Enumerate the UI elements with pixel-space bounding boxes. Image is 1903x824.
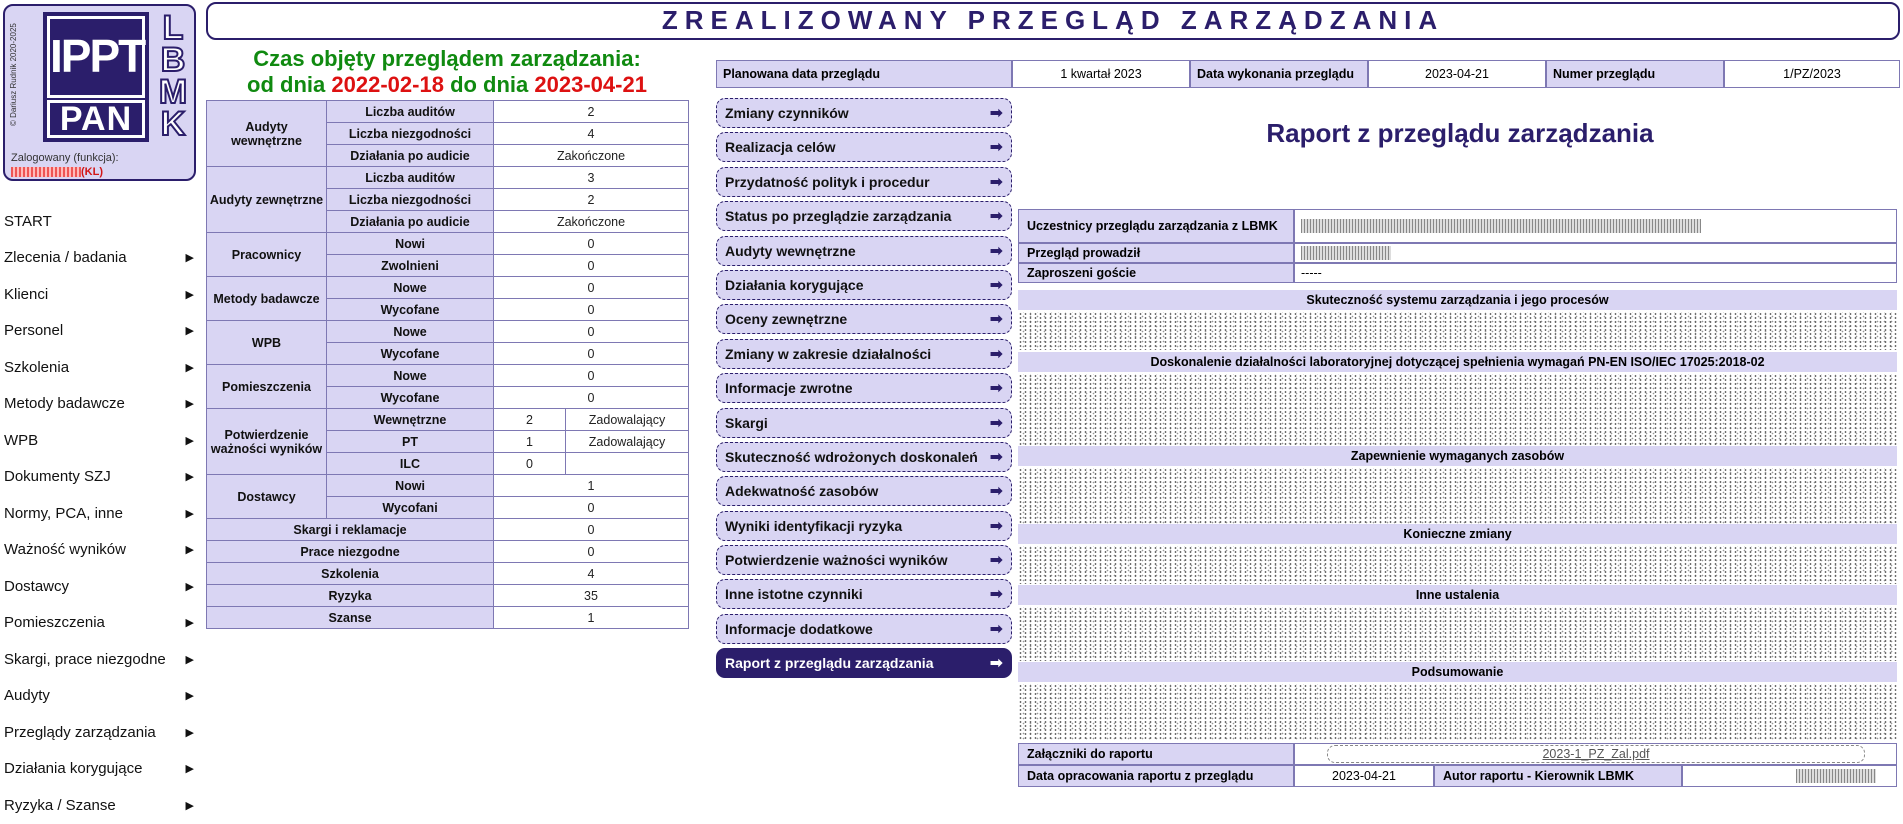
section-button[interactable] [716,545,1012,575]
row-value: 4 [494,563,689,585]
group-label: Potwierdzenie ważności wyników [207,409,327,475]
section-button[interactable] [716,614,1012,644]
planned-date-label: Planowana data przeglądu [716,60,1012,88]
section-changes-header: Konieczne zmiany [1018,524,1897,544]
row-value: 1 [494,475,689,497]
row-value: 0 [494,299,689,321]
menu-item-label: Działania korygujące [4,760,143,778]
row-label: Liczba niezgodności [327,123,494,145]
section-other-findings-header: Inne ustalenia [1018,585,1897,605]
table-row [207,607,689,629]
chevron-right-icon: ▶ [185,763,194,776]
section-button-label: Wyniki identyfikacji ryzyka [725,517,903,534]
menu-item-pomieszczenia[interactable] [0,605,200,642]
report-date-value: 2023-04-21 [1294,765,1434,787]
section-button-label: Informacje zwrotne [725,380,853,397]
row-value: 0 [494,233,689,255]
section-button-label: Audyty wewnętrzne [725,242,856,259]
table-row [207,167,689,189]
chevron-right-icon: ▶ [185,617,194,630]
arrow-right-icon: ➡ [989,655,1003,673]
redacted-resources-text [1018,468,1897,524]
group-label: Audyty wewnętrzne [207,101,327,167]
period-caption: Czas objęty przeglądem zarządzania: [253,46,641,71]
chevron-right-icon: ▶ [185,690,194,703]
section-button[interactable] [716,339,1012,369]
chevron-right-icon: ▶ [185,398,194,411]
section-button-label: Realizacja celów [725,139,836,156]
row-value: 0 [494,365,689,387]
participants-label: Uczestnicy przeglądu zarządzania z LBMK [1018,209,1294,243]
group-label: Audyty zewnętrzne [207,167,327,233]
row-value: 0 [494,321,689,343]
table-row [207,321,689,343]
table-row [207,563,689,585]
section-button[interactable] [716,270,1012,300]
row-assessment: Zadowalający [566,409,689,431]
planned-date-value: 1 kwartał 2023 [1012,60,1190,88]
row-label: Szanse [207,607,494,629]
ippt-pan-logo [43,12,149,142]
row-label: Szkolenia [207,563,494,585]
row-value: 0 [494,497,689,519]
redacted-improvement-text [1018,374,1897,448]
row-label: Nowe [327,277,494,299]
menu-item-label: Audyty [4,687,50,705]
arrow-right-icon: ➡ [989,276,1003,294]
arrow-right-icon: ➡ [989,517,1003,535]
row-label: Ryzyka [207,585,494,607]
table-row [207,409,689,431]
row-value: 0 [494,277,689,299]
conducted-by-value [1294,243,1897,263]
chevron-right-icon: ▶ [185,544,194,557]
chevron-right-icon: ▶ [185,799,194,812]
group-label: Dostawcy [207,475,327,519]
arrow-right-icon: ➡ [989,552,1003,570]
section-button-label: Informacje dodatkowe [725,620,873,637]
section-button[interactable] [716,98,1012,128]
row-value: 1 [494,431,566,453]
section-button[interactable] [716,167,1012,197]
menu-item-label: Klienci [4,285,49,303]
row-value: 0 [494,387,689,409]
menu-item-personel[interactable] [0,313,200,350]
period-to: 2023-04-21 [534,72,647,97]
section-button[interactable] [716,476,1012,506]
period-from: 2022-02-18 [331,72,444,97]
review-stats-table [206,100,689,629]
chevron-right-icon: ▶ [185,361,194,374]
redacted-conductor [1301,246,1391,260]
section-button-label: Potwierdzenie ważności wyników [725,552,948,569]
row-label: Prace niezgodne [207,541,494,563]
row-label: Wycofane [327,343,494,365]
section-button-label: Przydatność polityk i procedur [725,173,930,190]
logo-pan-text: PAN [47,100,145,138]
chevron-right-icon: ▶ [185,434,194,447]
guests-value: ----- [1294,263,1897,283]
arrow-right-icon: ➡ [989,139,1003,157]
row-assessment: Zadowalający [566,431,689,453]
section-button[interactable] [716,442,1012,472]
section-button-label: Skuteczność wdrożonych doskonaleń [725,448,978,465]
redacted-username [11,167,81,177]
chevron-right-icon: ▶ [185,325,194,338]
chevron-right-icon: ▶ [185,726,194,739]
arrow-right-icon: ➡ [989,620,1003,638]
review-number-value: 1/PZ/2023 [1724,60,1900,88]
row-value: Zakończone [494,145,689,167]
menu-item-ważność-wyników[interactable] [0,532,200,569]
menu-item-label: Przeglądy zarządzania [4,723,156,741]
row-value: 2 [494,189,689,211]
row-value: 0 [494,255,689,277]
redacted-changes-text [1018,546,1897,584]
copyright-text: © Dariusz Rudnik 2020-2025 [9,23,18,126]
lbmk-logo: L B M K [158,9,188,143]
menu-item-audyty[interactable] [0,678,200,715]
menu-item-label: Zlecenia / badania [4,249,127,267]
period-middle: do dnia [450,72,529,97]
arrow-right-icon: ➡ [989,345,1003,363]
row-value: 4 [494,123,689,145]
row-label: Zwolnieni [327,255,494,277]
menu-item-label: Metody badawcze [4,395,125,413]
menu-item-skargi-prace-niezgodne[interactable] [0,641,200,678]
row-value: 1 [494,607,689,629]
done-date-label: Data wykonania przeglądu [1190,60,1368,88]
menu-item-działania-korygujące[interactable] [0,751,200,788]
row-label: Liczba niezgodności [327,189,494,211]
participants-value [1294,209,1897,243]
section-button-label: Zmiany w zakresie działalności [725,345,932,362]
section-button[interactable] [716,373,1012,403]
conducted-by-label: Przegląd prowadził [1018,243,1294,263]
section-button[interactable] [716,201,1012,231]
row-value: 0 [494,519,689,541]
chevron-right-icon: ▶ [185,471,194,484]
table-row [207,475,689,497]
row-value: 0 [494,343,689,365]
menu-item-label: START [4,212,52,230]
menu-item-start[interactable] [0,203,200,240]
arrow-right-icon: ➡ [989,483,1003,501]
report-title: Raport z przeglądu zarządzania [1266,118,1654,148]
attachment-link[interactable]: 2023-1_PZ_Zal.pdf [1327,745,1865,763]
menu-item-zlecenia-badania[interactable] [0,240,200,277]
redacted-participants [1301,219,1701,233]
logo-ippt-text: IPPT [47,16,145,98]
row-value: 35 [494,585,689,607]
menu-item-label: Dostawcy [4,577,70,595]
menu-item-label: Skargi, prace niezgodne [4,650,166,668]
menu-item-ryzyka-szanse[interactable] [0,787,200,824]
redacted-author [1796,769,1876,783]
done-date-value: 2023-04-21 [1368,60,1546,88]
row-label: Liczba auditów [327,167,494,189]
section-resources-header: Zapewnienie wymaganych zasobów [1018,446,1897,466]
row-value: 3 [494,167,689,189]
table-row [207,233,689,255]
section-effectiveness-header: Skuteczność systemu zarządzania i jego procesów [1018,290,1897,310]
menu-item-label: Ryzyka / Szanse [4,796,116,814]
arrow-right-icon: ➡ [989,173,1003,191]
user-role: (KL) [81,166,103,178]
menu-item-dostawcy[interactable] [0,568,200,605]
chevron-right-icon: ▶ [185,252,194,265]
section-button-label: Status po przeglądzie zarządzania [725,208,952,225]
group-label: Pomieszczenia [207,365,327,409]
report-date-label: Data opracowania raportu z przeglądu [1018,765,1294,787]
section-button-label: Zmiany czynników [725,105,849,121]
logged-user-label: Zalogowany (funkcja): [11,152,119,164]
menu-item-label: Szkolenia [4,358,70,376]
arrow-right-icon: ➡ [989,586,1003,604]
menu-item-wpb[interactable] [0,422,200,459]
row-value: Zakończone [494,211,689,233]
guests-label: Zaproszeni goście [1018,263,1294,283]
menu-item-metody-badawcze[interactable] [0,386,200,423]
row-label: Wycofani [327,497,494,519]
page-title: ZREALIZOWANY PRZEGLĄD ZARZĄDZANIA [206,2,1900,40]
row-label: Wewnętrzne [327,409,494,431]
period-range [206,72,688,98]
section-button[interactable] [716,132,1012,162]
review-period [206,46,688,98]
table-row [207,101,689,123]
menu-item-klienci[interactable] [0,276,200,313]
group-label: Pracownicy [207,233,327,277]
section-button[interactable] [716,304,1012,334]
logged-user-name [11,166,103,178]
redacted-effectiveness-text [1018,312,1897,350]
review-number-label: Numer przeglądu [1546,60,1724,88]
table-row [207,365,689,387]
arrow-right-icon: ➡ [989,208,1003,226]
menu-item-szkolenia[interactable] [0,349,200,386]
section-button[interactable] [716,408,1012,438]
row-label: ILC [327,453,494,475]
section-button[interactable] [716,579,1012,609]
arrow-right-icon: ➡ [989,311,1003,329]
section-button-label: Oceny zewnętrzne [725,311,848,328]
report-author-label: Autor raportu - Kierownik LBMK [1434,765,1682,787]
chevron-right-icon: ▶ [185,580,194,593]
row-label: Wycofane [327,299,494,321]
chevron-right-icon: ▶ [185,507,194,520]
menu-item-przeglądy-zarządzania[interactable] [0,714,200,751]
arrow-right-icon: ➡ [989,448,1003,466]
menu-item-label: Dokumenty SZJ [4,468,111,486]
table-row [207,585,689,607]
row-label: Nowi [327,475,494,497]
chevron-right-icon: ▶ [185,653,194,666]
menu-item-label: Pomieszczenia [4,614,105,632]
menu-item-label: Personel [4,322,64,340]
menu-item-dokumenty-szj[interactable] [0,459,200,496]
arrow-right-icon: ➡ [989,414,1003,432]
row-label: Nowe [327,321,494,343]
section-button-label: Raport z przeglądu zarządzania [725,655,934,672]
section-button[interactable] [716,511,1012,541]
section-button[interactable] [716,648,1012,678]
left-menu [0,203,200,824]
table-row [207,541,689,563]
section-improvement-header: Doskonalenie działalności laboratoryjnej dotyczącej spełnienia wymagań PN-EN ISO/IEC 17025:2018-02 [1018,352,1897,372]
row-value: 2 [494,409,566,431]
row-label: Wycofane [327,387,494,409]
menu-item-normy-pca-inne[interactable] [0,495,200,532]
row-value: 2 [494,101,689,123]
row-label: PT [327,431,494,453]
redacted-summary-text [1018,684,1897,740]
row-assessment [566,453,689,475]
menu-item-label: Normy, PCA, inne [4,504,123,522]
row-label: Nowe [327,365,494,387]
group-label: Metody badawcze [207,277,327,321]
redacted-other-findings-text [1018,607,1897,661]
section-button-label: Skargi [725,414,768,431]
arrow-right-icon: ➡ [989,380,1003,398]
menu-item-label: WPB [4,431,39,449]
section-button-label: Działania korygujące [725,276,864,293]
arrow-right-icon: ➡ [989,242,1003,260]
section-button-label: Adekwatność zasobów [725,483,879,500]
table-row [207,277,689,299]
row-label: Skargi i reklamacje [207,519,494,541]
row-value: 0 [494,541,689,563]
review-sections [716,98,1012,683]
row-value: 0 [494,453,566,475]
row-label: Liczba auditów [327,101,494,123]
attachments-label: Załączniki do raportu [1018,743,1294,765]
section-button-label: Inne istotne czynniki [725,586,863,603]
chevron-right-icon: ▶ [185,288,194,301]
report-author-value [1682,765,1897,787]
row-label: Nowi [327,233,494,255]
section-summary-header: Podsumowanie [1018,662,1897,682]
period-prefix: od dnia [247,72,326,97]
table-row [207,519,689,541]
section-button[interactable] [716,236,1012,266]
group-label: WPB [207,321,327,365]
logo-panel [3,4,196,181]
row-label: Działania po audicie [327,145,494,167]
row-label: Działania po audicie [327,211,494,233]
menu-item-label: Ważność wyników [4,541,126,559]
arrow-right-icon: ➡ [989,105,1003,122]
